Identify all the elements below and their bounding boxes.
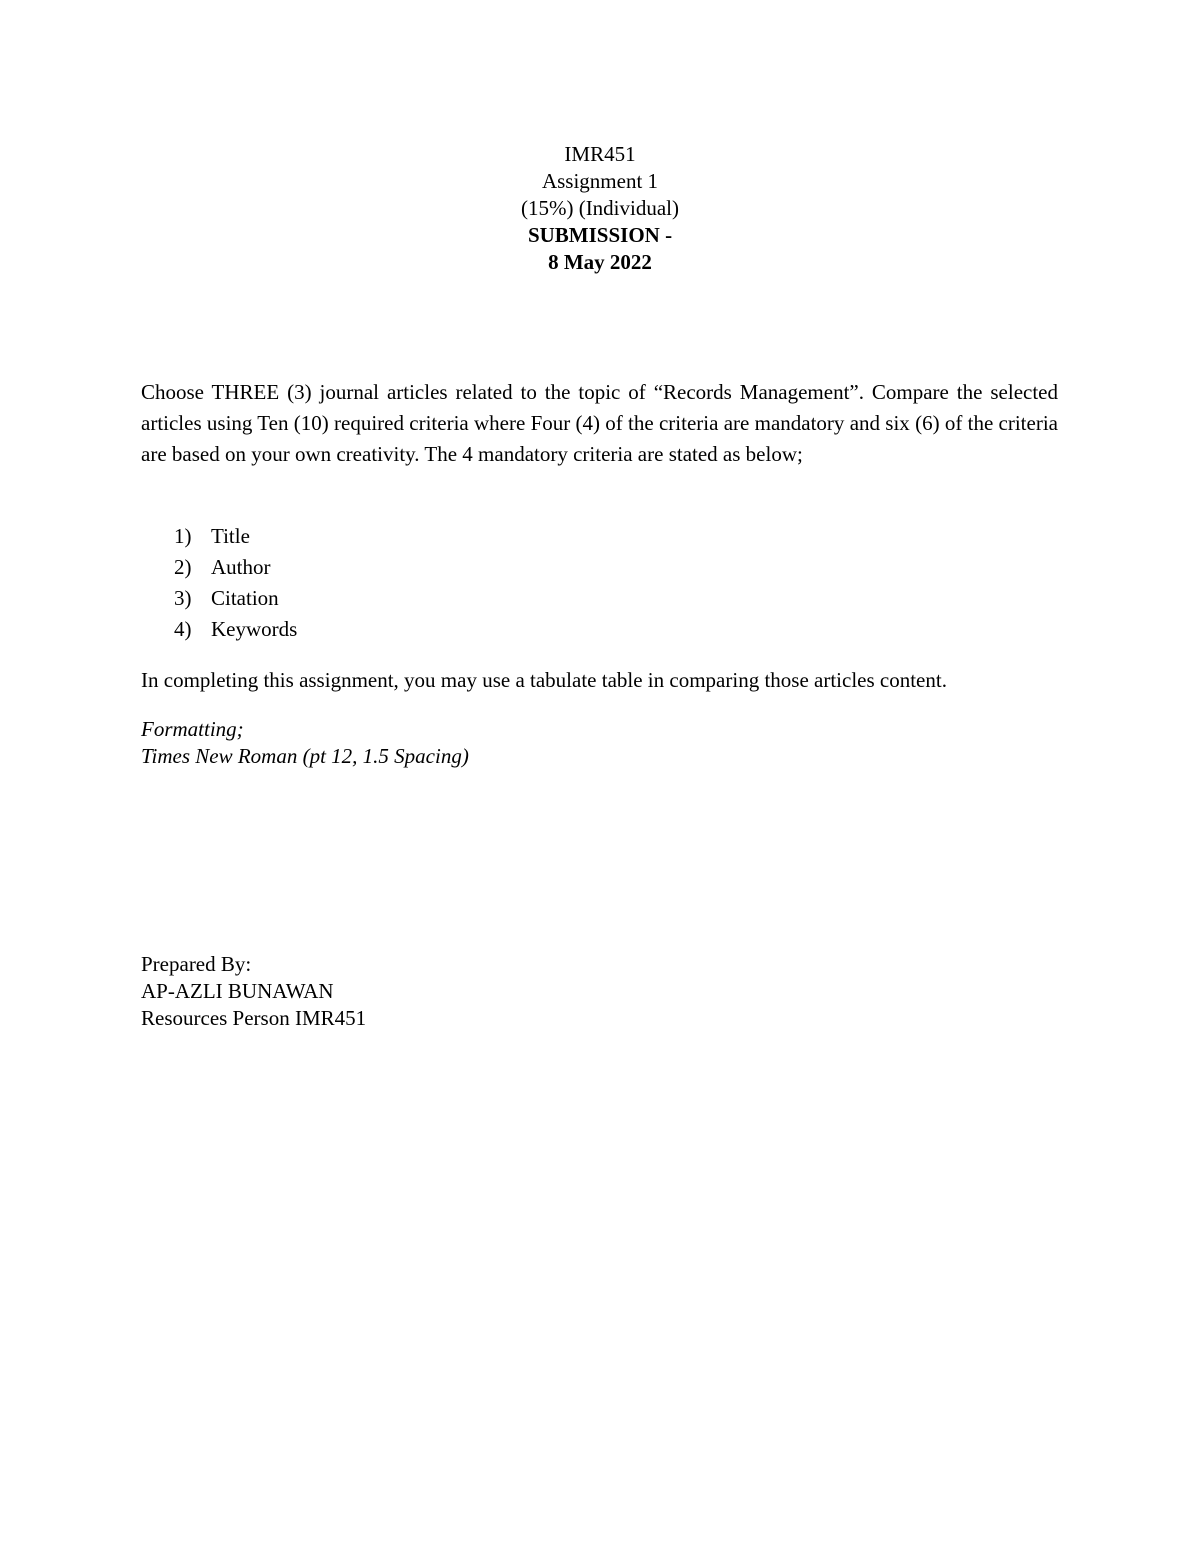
completion-note: In completing this assignment, you may use a tabulate table in comparing those articles content.	[141, 668, 947, 692]
list-item	[174, 583, 297, 614]
formatting-heading: Formatting;	[141, 717, 244, 741]
list-item-label: Author	[211, 555, 271, 579]
list-item-label: Title	[211, 524, 250, 548]
list-item-number: 1)	[174, 524, 192, 548]
assignment-weight: (15%) (Individual)	[520, 196, 680, 220]
list-item	[174, 521, 297, 552]
list-item-number: 3)	[174, 586, 192, 610]
list-item	[174, 552, 297, 583]
mandatory-criteria-list	[174, 521, 297, 645]
formatting-details: Times New Roman (pt 12, 1.5 Spacing)	[141, 744, 469, 768]
course-code: IMR451	[564, 142, 636, 166]
prepared-by-block	[141, 951, 366, 1032]
prepared-by-label: Prepared By:	[141, 952, 252, 976]
list-item-label: Keywords	[211, 617, 298, 641]
assignment-title: Assignment 1	[541, 169, 659, 193]
preparer-role: Resources Person IMR451	[141, 1006, 367, 1030]
submission-label: SUBMISSION -	[527, 223, 673, 247]
preparer-name: AP-AZLI BUNAWAN	[141, 979, 334, 1003]
assignment-instructions: Choose THREE (3) journal articles related to the topic of “Records Management”. Compare the selected articles using Ten (10) required criteria where Four (4) of the criteria are mandatory and six (6) of the criteria are based on your own creativity. The 4 mandatory criteria are stated as below;	[141, 380, 1058, 466]
assignment-header	[0, 141, 1200, 276]
list-item-number: 4)	[174, 617, 192, 641]
list-item-label: Citation	[211, 586, 279, 610]
list-item-number: 2)	[174, 555, 192, 579]
formatting-block	[141, 716, 469, 770]
submission-date: 8 May 2022	[548, 250, 652, 274]
list-item	[174, 614, 297, 645]
